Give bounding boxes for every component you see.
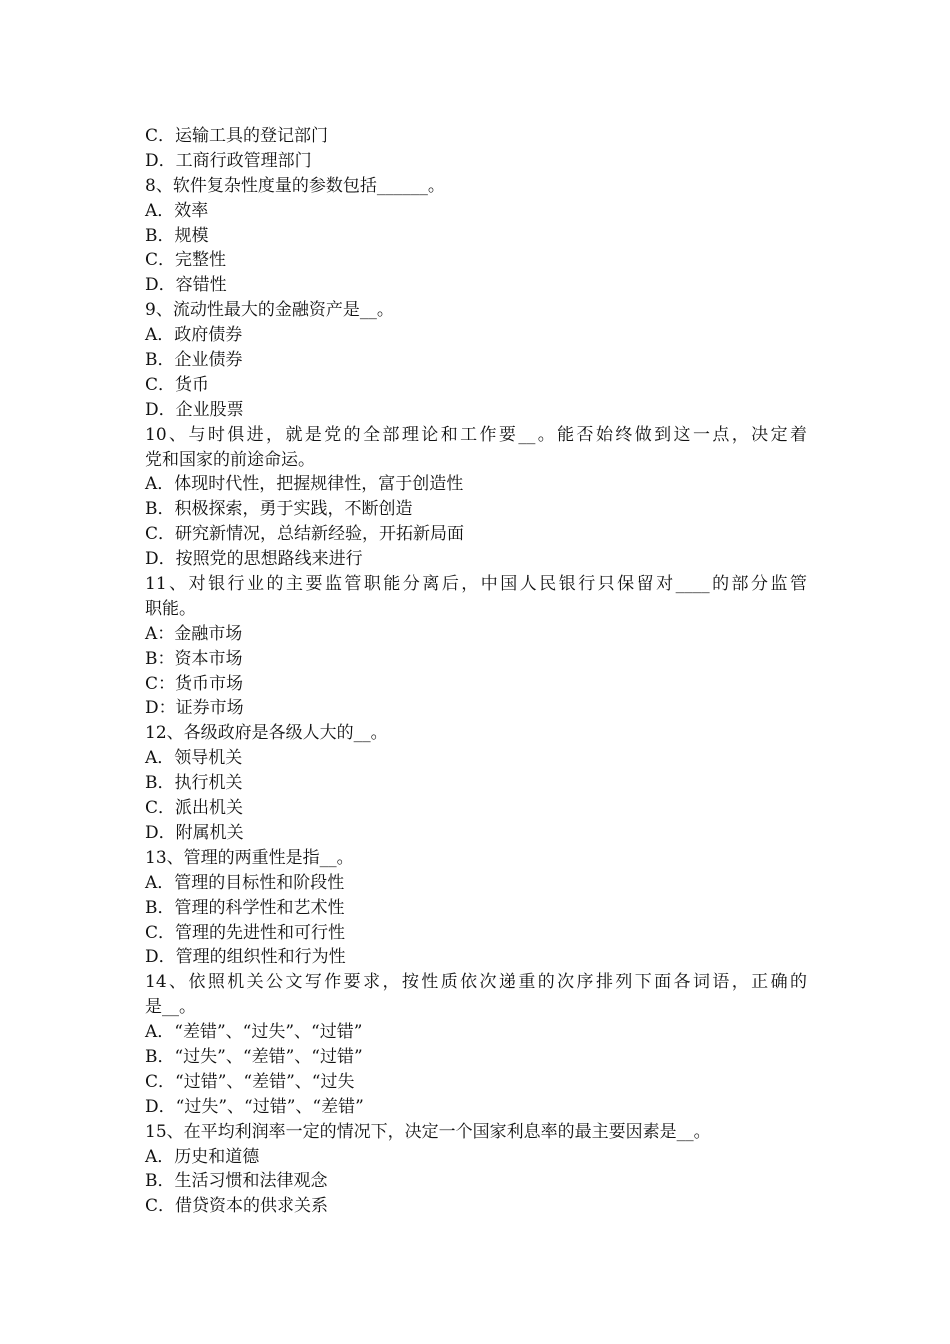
option-line: D．工商行政管理部门 <box>145 150 312 171</box>
option-line: A．管理的目标性和阶段性 <box>145 872 345 893</box>
question-line-continued: 职能。 <box>145 598 196 619</box>
question-line: 15、在平均利润率一定的情况下，决定一个国家利息率的最主要因素是__。 <box>145 1121 711 1142</box>
question-line: 8、软件复杂性度量的参数包括______。 <box>145 175 445 196</box>
option-line: B．积极探索，勇于实践，不断创造 <box>145 499 413 520</box>
option-line: C：货币市场 <box>145 673 244 694</box>
option-line: A：金融市场 <box>145 623 243 644</box>
option-line: B．管理的科学性和艺术性 <box>145 897 345 918</box>
option-line: C．借贷资本的供求关系 <box>145 1196 329 1217</box>
question-line: 13、管理的两重性是指__。 <box>145 847 354 868</box>
document-page <box>145 124 807 1219</box>
option-line: D．按照党的思想路线来进行 <box>145 549 363 570</box>
option-line: C．货币 <box>145 374 210 395</box>
question-line: 11、对银行业的主要监管职能分离后，中国人民银行只保留对____的部分监管 <box>145 574 807 595</box>
option-line: C．运输工具的登记部门 <box>145 126 329 146</box>
option-line: C．研究新情况，总结新经验，开拓新局面 <box>145 524 465 545</box>
option-line: B：资本市场 <box>145 648 243 669</box>
question-line-continued: 党和国家的前途命运。 <box>145 449 315 470</box>
question-line: 9、流动性最大的金融资产是__。 <box>145 300 394 321</box>
question-line: 10、与时俱进，就是党的全部理论和工作要__。能否始终做到这一点，决定着 <box>145 424 807 445</box>
option-line: D：证券市场 <box>145 698 244 719</box>
option-line: A．“差错”、“过失”、“过错” <box>145 1022 363 1043</box>
option-line: B．企业债券 <box>145 350 243 371</box>
option-line: B．“过失”、“差错”、“过错” <box>145 1046 363 1067</box>
option-line: C．完整性 <box>145 250 227 271</box>
option-line: C．管理的先进性和可行性 <box>145 922 346 943</box>
option-line: D．容错性 <box>145 275 227 296</box>
option-line: C．“过错”、“差错”、“过失 <box>145 1071 355 1092</box>
option-line: C．派出机关 <box>145 798 244 819</box>
option-line: B．生活习惯和法律观念 <box>145 1171 328 1192</box>
question-line: 12、各级政府是各级人大的__。 <box>145 723 388 744</box>
option-line: D．企业股票 <box>145 399 244 420</box>
option-line: A．历史和道德 <box>145 1146 260 1167</box>
option-line: D．附属机关 <box>145 822 244 843</box>
question-line-continued: 是__。 <box>145 997 196 1018</box>
option-line: B．规模 <box>145 225 209 246</box>
option-line: A．领导机关 <box>145 748 243 769</box>
option-line: D．“过失”、“过错”、“差错” <box>145 1096 364 1117</box>
option-line: A．政府债券 <box>145 325 243 346</box>
option-line: D．管理的组织性和行为性 <box>145 947 346 968</box>
option-line: A．体现时代性，把握规律性，富于创造性 <box>145 474 464 495</box>
option-line: B．执行机关 <box>145 773 243 794</box>
option-line: A．效率 <box>145 200 209 221</box>
question-line: 14、依照机关公文写作要求，按性质依次递重的次序排列下面各词语，正确的 <box>145 972 807 993</box>
